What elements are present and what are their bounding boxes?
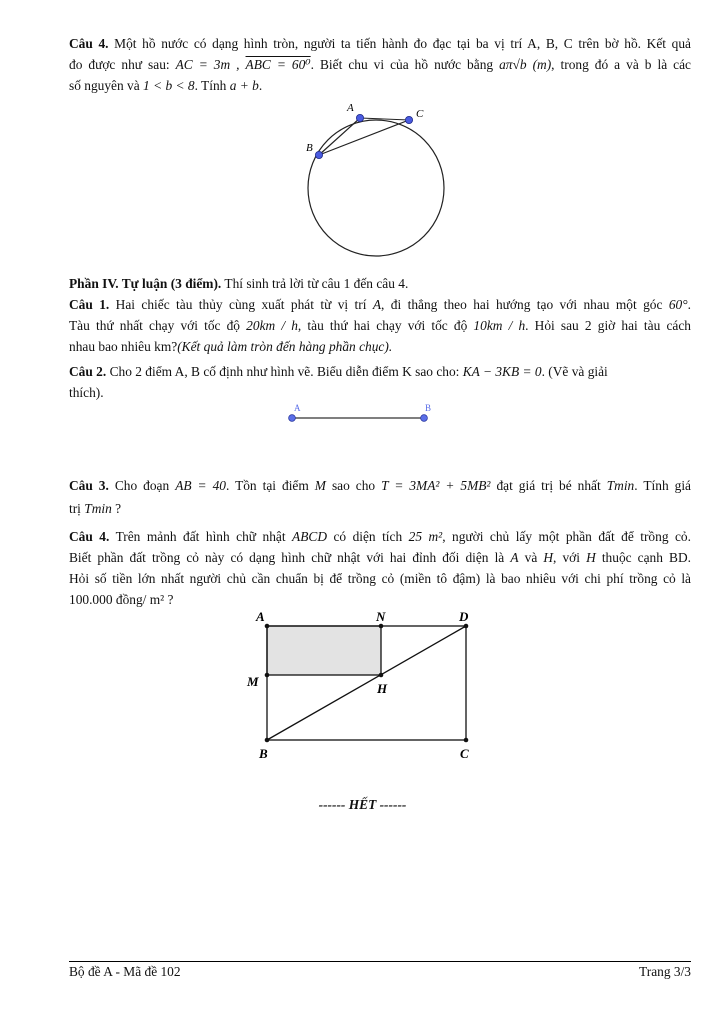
vertex-n [379,624,384,629]
rect-label-m: M [247,674,259,689]
point-a [356,114,363,121]
question-4-rectangle-field [69,526,691,610]
q3-text-1a: Cho đoạn [114,478,170,493]
q3-line-2 [69,498,691,519]
q1-text-2b: , tàu thứ hai chạy với tốc độ [297,318,468,333]
q4a-text-3a: số nguyên và [69,78,140,93]
q1-line-1 [69,294,691,315]
footer-page-number: Trang 3/3 [639,964,691,979]
q4a-text-2c: , trong đó a và b là các [551,57,691,72]
q4a-inequality: 1 < b < 8 [143,78,195,93]
part-iv-title: Phần IV. Tự luận (3 điểm). [69,276,222,291]
q4b-line-1 [69,526,691,547]
q1-speed-1: 20km / h [246,318,298,333]
rect-label-d: D [459,609,469,624]
rect-label-n: N [376,609,386,624]
q1-text-2c: . Hỏi sau 2 giờ hai tàu cách [525,318,691,333]
q2-text-2: thích). [69,385,104,400]
q4a-text-3b: . Tính [194,78,227,93]
q4a-perimeter-expr: aπ√b (m) [499,57,552,72]
q3-text-1d: đạt giá trị bé nhất [496,478,601,493]
q1-text-1a: Hai chiếc tàu thủy cùng xuất phát từ vị trí [115,297,367,312]
q4b-rect-name: ABCD [292,529,327,544]
segment-ac [360,118,409,120]
q1-text-1b: , đi thẳng theo hai hướng tạo với nhau một góc [381,297,663,312]
q3-line-1 [69,475,691,496]
q4a-line-1 [69,33,691,54]
q4b-text-2d: thuộc cạnh BD. [601,550,691,565]
q4a-ac-expr: AC = 3m , [175,57,240,72]
question-3-section [69,475,691,519]
q4b-text-1c: , người chủ lấy một phần đất để trồng cỏ. [442,529,691,544]
footer-rule [69,961,691,962]
q4b-area: 25 m² [408,529,443,544]
vertex-b [265,738,270,743]
q3-text-1c: sao cho [331,478,376,493]
q4b-text-2b: và [524,550,538,565]
rect-label-h: H [377,681,388,696]
q4a-angle-abc: ABC = 60⁰ [245,57,311,72]
segment-ab-figure [280,398,440,428]
q1-text-3a: nhau bao nhiêu km? [69,339,178,354]
point-c [405,116,412,123]
q2-text-1a: Cho 2 điểm A, B cố định như hình vẽ. Biểu diễn điểm K sao cho: [109,364,460,379]
fixed-point-a [289,415,296,422]
question-2-section [69,361,691,403]
q3-text-1e: . Tính giá [634,478,691,493]
q4a-line-2 [69,54,691,75]
q1-line-2 [69,315,691,336]
shaded-grass-region [267,626,381,675]
q4a-text-2a: đo được như sau: [69,57,170,72]
vertex-m [265,673,270,678]
q4a-text-1: Một hồ nước có dạng hình tròn, người ta tiến hành đo đạc tại ba vị trí A, B, C trên bờ hồ. Kết quả [114,36,691,51]
part-iv-section [69,273,691,357]
rect-label-b: B [259,746,268,761]
vertex-h [379,673,384,678]
vertex-a [265,624,270,629]
q4b-text-3: Hỏi số tiền lớn nhất người chủ cần chuẩn bị để trồng cỏ (miền tô đậm) là bao nhiêu với chi phí trồng cỏ là [69,571,691,586]
q3-text-2b: ? [115,501,122,516]
q3-t-expr: T = 3MA² + 5MB² [381,478,491,493]
q4b-text-2a: Biết phần đất trồng cỏ này có dạng hình chữ nhật với hai đỉnh đối diện là [69,550,505,565]
point-b [315,151,322,158]
part-iv-heading [69,273,691,294]
q3-tmin-1: Tmin [606,478,635,493]
segment-ba [319,118,360,155]
q1-speed-2: 10km / h [473,318,526,333]
q2-vector-expr: KA − 3KB = 0 [462,364,542,379]
vertex-c [464,738,469,743]
q4b-label: Câu 4. [69,529,110,544]
q4a-line-3 [69,75,691,96]
q4b-point-h2: H [586,550,596,565]
q1-line-3 [69,336,691,357]
q1-angle: 60° [668,297,688,312]
part-iv-desc: Thí sinh trả lời từ câu 1 đến câu 4. [224,276,409,291]
q4a-sum-expr: a + b [229,78,259,93]
question-4-circle-lake [69,33,691,96]
q1-text-1c: . [687,297,691,312]
q4b-text-2c: , với [553,550,580,565]
q4b-point-h: H [543,550,554,565]
fixed-label-b: B [425,403,432,413]
q1-point-a: A [372,297,382,312]
lake-circle [308,120,444,256]
q3-ab-expr: AB = 40 [175,478,226,493]
q1-text-2a: Tàu thứ nhất chạy với tốc độ [69,318,241,333]
q4b-text-1a: Trên mảnh đất hình chữ nhật [115,529,286,544]
q1-label: Câu 1. [69,297,110,312]
fixed-point-b [421,415,428,422]
fixed-label-a: A [294,403,301,413]
q4b-text-4: 100.000 đồng/ m² ? [69,592,174,607]
label-b: B [306,142,313,154]
q4a-text-3c: . [258,78,263,93]
rect-label-a: A [256,609,265,624]
q1-note: (Kết quả làm tròn đến hàng phần chục). [177,339,393,354]
rect-label-c: C [460,746,469,761]
footer-left: Bộ đề A - Mã đề 102 [69,964,181,979]
label-c: C [416,108,424,120]
rectangle-figure [240,606,490,766]
q4a-text-2b: . Biết chu vi của hồ nước bằng [310,57,494,72]
q3-text-1b: . Tồn tại điểm [225,478,309,493]
end-marker: ------ HẾT ------ [318,797,407,812]
label-a: A [347,102,354,114]
q3-tmin-2: Tmin [84,501,112,516]
q2-line-1 [69,361,691,382]
q2-text-1b: . (Vẽ và giải [541,364,608,379]
q3-label: Câu 3. [69,478,109,493]
q2-label: Câu 2. [69,364,107,379]
q3-text-2a: trị [69,501,81,516]
q4a-label: Câu 4. [69,36,109,51]
q4b-point-a: A [510,550,519,565]
q3-point-m: M [314,478,326,493]
circle-figure [295,96,465,266]
vertex-d [464,624,469,629]
q4b-text-1b: có diện tích [333,529,403,544]
q4b-line-3 [69,568,691,589]
q4b-line-2 [69,547,691,568]
segment-bc [319,120,409,155]
